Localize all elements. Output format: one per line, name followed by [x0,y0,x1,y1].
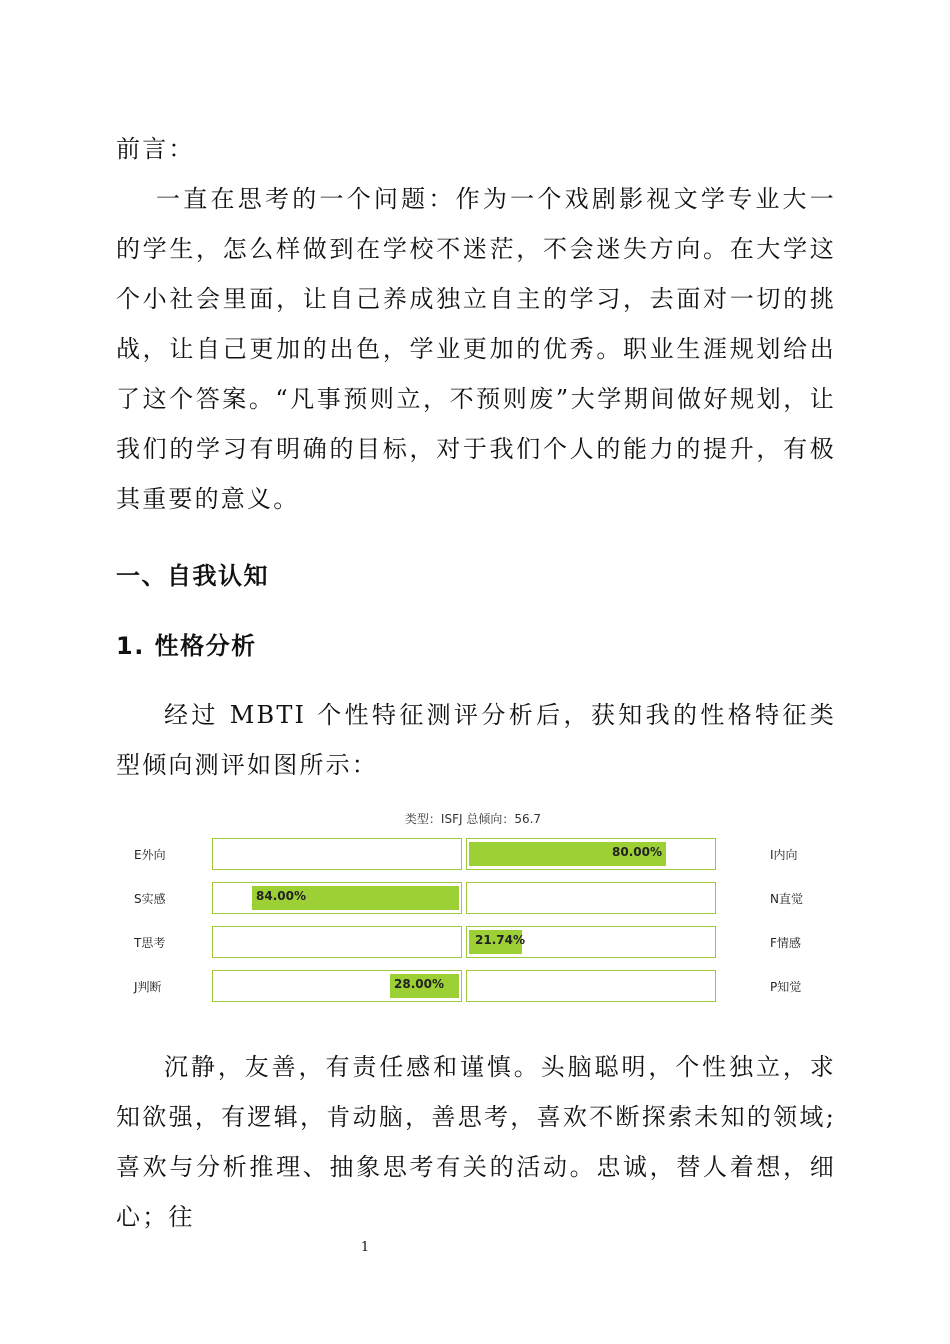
page-number: 1 [360,1240,370,1255]
chart-left-label: E外向 [134,848,166,862]
mbti-chart [120,806,840,1016]
chart-title: 类型：ISFJ 总倾向：56.7 [404,812,542,826]
chart-right-label: P知觉 [770,980,802,994]
description-paragraph: 沉静，友善，有责任感和谨慎。头脑聪明，个性独立，求知欲强，有逻辑，肯动脑，善思考，喜欢不断探索未知的领域;喜欢与分析推理、抽象思考有关的活动。忠诚，替人着想，细心；往 [116,1053,836,1231]
chart-row [120,970,840,1002]
chart-left-label: J判断 [134,980,162,994]
chart-right-label: N直觉 [770,892,803,906]
chart-right-label: I内向 [770,848,798,862]
chart-row [120,838,840,870]
chart-left-label: S实感 [134,892,166,906]
chart-value-label: 28.00% [394,977,444,991]
preface-title: 前言： [116,135,195,163]
chart-value-label: 21.74% [475,933,525,947]
section-heading: 一、自我认知 [116,562,269,590]
chart-bar-track-left [212,838,462,870]
chart-bar-track-left [212,970,462,1002]
chart-row [120,926,840,958]
chart-bar-track-right [466,926,716,958]
chart-right-label: F情感 [770,936,801,950]
chart-value-label: 80.00% [612,845,662,859]
intro-paragraph: 经过 MBTI 个性特征测评分析后，获知我的性格特征类型倾向测评如图所示： [116,701,836,779]
chart-bar-track-left [212,926,462,958]
chart-left-label: T思考 [134,936,166,950]
chart-row [120,882,840,914]
subsection-heading: 1. 性格分析 [116,632,257,660]
chart-bar-track-right [466,882,716,914]
chart-bar-track-left [212,882,462,914]
chart-bar-track-right [466,970,716,1002]
preface-body: 一直在思考的一个问题：作为一个戏剧影视文学专业大一的学生，怎么样做到在学校不迷茫，不会迷失方向。在大学这个小社会里面，让自己养成独立自主的学习，去面对一切的挑战，让自己更加的出色，学业更加的优秀。职业生涯规划给出了这个答案。“凡事预则立，不预则废”大学期间做好规划，让我们的学习有明确的目标，对于我们个人的能力的提升，有极其重要的意义。 [116,185,836,513]
chart-bar-track-right [466,838,716,870]
chart-value-label: 84.00% [256,889,306,903]
